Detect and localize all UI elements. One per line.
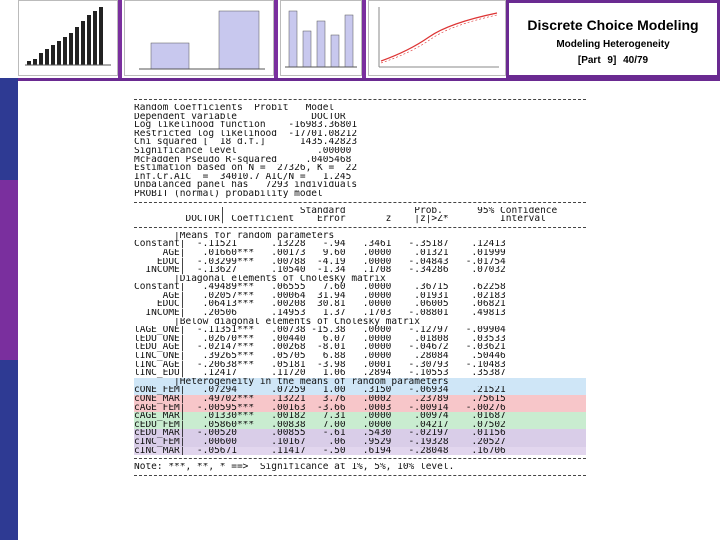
section-title: |Means for random parameters: [134, 231, 335, 241]
thumbnail-line-plot: [368, 0, 506, 76]
section-title: |Below diagonal elements of Cholesky matrix: [134, 317, 420, 327]
table-row: EDUC| -.03299*** .00788 -4.19 .0000 -.04843 -.01754: [134, 257, 506, 267]
separator: [134, 475, 586, 477]
part-label: [Part 9]: [577, 55, 617, 66]
table-row: Constant| -.11521 .13228 -.94 .3461 -.35187 .12413: [134, 240, 506, 249]
table-row: AGE| .02057*** .00064 31.94 .0000 .01931 .02183: [134, 291, 506, 301]
thumbnail-histogram-1: [18, 0, 118, 76]
page-number: 40/79: [623, 55, 649, 66]
left-accent-bar: [0, 180, 18, 360]
section-title: |Diagonal elements of Cholesky matrix: [134, 274, 386, 284]
separator: [134, 458, 586, 460]
table-row: lINC_EDU| .12417 .11720 1.06 .2894 -.10553 .35387: [134, 369, 506, 378]
regression-output: [134, 96, 586, 516]
thumbnail-histogram-2: [280, 0, 362, 76]
summary-line: Unbalanced panel has 7293 individuals: [134, 181, 358, 190]
summary-line: McFadden Pseudo R-squared .0405468: [134, 155, 352, 165]
summary-line: Chi squared [ 18 d.f.] 1435.42823: [134, 138, 358, 147]
table-row: cONE_MAR| .49702*** .13221 3.76 .0002 .23789 .75615: [134, 395, 586, 404]
left-accent-bar: [0, 78, 18, 180]
separator: [134, 227, 586, 229]
slide-title: Discrete Choice Modeling: [527, 17, 699, 33]
footnote: Note: ***, **, * ==> Significance at 1%, 5%, 10% level.: [134, 463, 455, 472]
summary-line: Dependent variable DOCTOR: [134, 112, 346, 122]
separator: [134, 99, 586, 101]
table-row: lEDU_AGE| -.02147*** .00268 -8.01 .0000 -.04672 -.03621: [134, 343, 506, 353]
summary-line: Inf.Cr.AIC = 34010.7 AIC/N = 1.245: [134, 172, 352, 182]
table-row: lAGE_ONE| -.11351*** .00738 -15.38 .0000 -.12797 -.09904: [134, 326, 506, 335]
summary-line: Estimation based on N = 27326, K = 22: [134, 164, 358, 173]
table-row: EDUC| .06413*** .00208 30.81 .0000 .06005 .06821: [134, 300, 506, 310]
thumbnail-strip: [0, 0, 506, 78]
table-row: INCOME| .20506 .14953 1.37 .1703 -.08801 .49813: [134, 309, 506, 318]
table-row: cAGE_MAR| .01330*** .00182 7.31 .0000 .00974 .01687: [134, 412, 586, 421]
slide-title-box: [506, 0, 720, 78]
thumbnail-bar-chart: [124, 0, 274, 76]
summary-line: Random Coefficients Probit Model: [134, 104, 335, 113]
summary-line: Log likelihood function -16983.36801: [134, 121, 358, 130]
separator: [134, 202, 586, 204]
slide-part-number: [509, 55, 717, 66]
table-row: INCOME| -.13627 .10540 -1.34 .1708 -.34286 .07032: [134, 266, 506, 275]
table-row: lINC_ONE| .39265*** .05705 6.88 .0000 .28084 .50446: [134, 352, 506, 361]
thumb-divider: [362, 0, 366, 78]
model-summary: [134, 104, 586, 199]
column-header: | Standard Prob. 95% Confidence: [134, 206, 558, 216]
table-row: lINC_AGE| -.20638*** .05181 -3.98 .0001 -.30793 -.10483: [134, 360, 506, 370]
summary-line: PROBIT (normal) probability model: [134, 189, 323, 199]
table-row: cINC_FEM| .00600 .10167 .06 .9529 -.19328 .20527: [134, 438, 586, 447]
column-header: DOCTOR| Coefficient Error z |z|>Z* Interval: [134, 215, 546, 224]
thumb-divider: [118, 0, 122, 78]
table-row: cONE_FEM| .07294 .07259 1.00 .3150 -.06934 .21521: [134, 386, 586, 395]
table-row: cEDU_FEM| .05860*** .00838 7.00 .0000 .04217 .07502: [134, 421, 586, 430]
header-rule: [18, 78, 720, 81]
table-row: cINC_MAR| -.05671 .11417 -.50 .6194 -.28048 .16706: [134, 447, 586, 456]
coefficient-table: [134, 232, 586, 455]
left-accent-bar: [0, 360, 18, 540]
table-row: lEDU_ONE| .02670*** .00440 6.07 .0000 .01808 .03533: [134, 334, 506, 344]
table-row: cAGE_FEM| -.00595*** .00163 -3.66 .0003 -.00914 -.00276: [134, 404, 586, 413]
section-title: |Heterogeneity in the means of random parameters: [134, 378, 586, 387]
slide-subtitle: Modeling Heterogeneity: [556, 39, 670, 50]
thumb-divider: [274, 0, 278, 78]
summary-line: Restricted log likelihood -17701.08212: [134, 129, 358, 139]
table-row: cEDU_MAR| -.00520 .00855 -.61 .5430 -.02197 .01156: [134, 429, 586, 438]
summary-line: Significance level .00000: [134, 146, 352, 156]
table-row: Constant| .49489*** .06555 7.60 .0000 .36715 .62258: [134, 283, 506, 292]
table-row: AGE| .01660*** .00173 9.60 .0000 .01321 .01999: [134, 248, 506, 258]
